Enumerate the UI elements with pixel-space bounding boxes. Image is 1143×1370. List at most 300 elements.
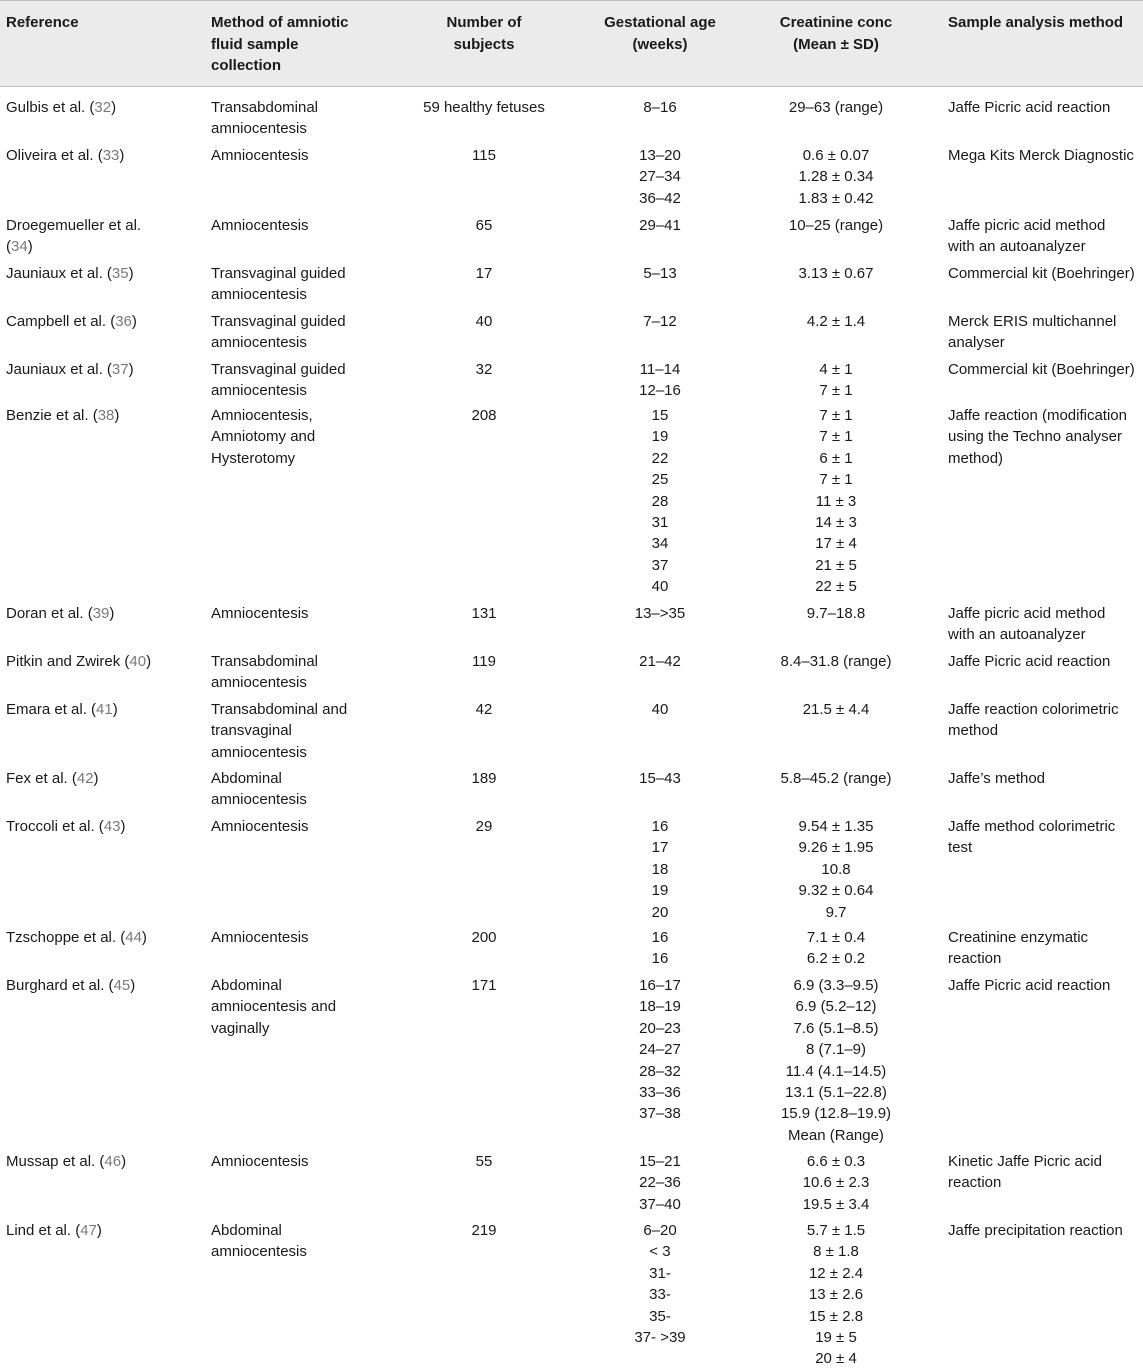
gestational-age-cell [560, 699, 760, 720]
gestational-age-cell [560, 311, 760, 332]
creatinine-text: 1.28 ± 0.34 [798, 168, 874, 186]
creatinine-text: 6 ± 1 [819, 449, 853, 467]
method-text: Transabdominal and [211, 701, 348, 718]
creatinine-text: 7 ± 1 [819, 407, 853, 424]
creatinine-text: 19.5 ± 3.4 [802, 1195, 870, 1213]
reference-line [6, 311, 201, 332]
gestational-age-text: 19 [651, 882, 669, 900]
reference-cell [6, 603, 201, 624]
reference-line [6, 816, 201, 837]
subjects-text: 40 [475, 313, 493, 330]
reference-text: ) [120, 818, 126, 835]
gestational-age-cell [560, 603, 760, 624]
analysis-text: Jaffe Picric acid reaction [948, 977, 1111, 994]
gestational-age-text: 22 [651, 449, 669, 467]
reference-line [6, 97, 201, 118]
gestational-age-cell [560, 816, 760, 923]
creatinine-cell [736, 927, 936, 970]
gestational-age-cell [560, 1151, 760, 1215]
reference-text: ) [141, 929, 147, 946]
analysis-cell [948, 768, 1143, 789]
creatinine-text: 20 ± 4 [815, 1350, 857, 1368]
reference-text: ) [114, 407, 120, 424]
gestational-age-text: 15–43 [639, 770, 681, 787]
reference-line [6, 236, 201, 257]
reference-line [6, 1151, 201, 1172]
reference-line [6, 768, 201, 789]
method-text: amniocentesis [211, 382, 307, 400]
gestational-age-text: 17 [651, 839, 669, 857]
reference-text: ) [112, 701, 118, 718]
gestational-age-cell [560, 405, 760, 598]
analysis-text: method) [948, 449, 1004, 467]
creatinine-text: 1.83 ± 0.42 [798, 189, 874, 207]
citation-link[interactable]: 36 [115, 313, 132, 330]
creatinine-cell [736, 1151, 936, 1215]
reference-cell [6, 768, 201, 789]
subjects-cell [384, 975, 584, 996]
method-text: Amniotomy and [211, 428, 316, 446]
reference-cell [6, 97, 201, 118]
reference-text: ) [121, 1153, 127, 1170]
subjects-cell [384, 405, 584, 426]
method-text: Amniocentesis [211, 147, 309, 164]
creatinine-text: 4.2 ± 1.4 [806, 313, 866, 330]
gestational-age-text: 40 [651, 578, 669, 596]
gestational-age-text: 37–40 [639, 1195, 681, 1213]
reference-line [6, 603, 201, 624]
reference-cell [6, 263, 201, 284]
reference-text: ) [111, 99, 117, 116]
method-text: amniocentesis [211, 791, 307, 809]
analysis-text: Commercial kit (Boehringer) [948, 361, 1135, 378]
reference-line [6, 1220, 201, 1241]
gestational-age-cell [560, 975, 760, 1125]
header-line: Creatinine conc [779, 14, 893, 31]
citation-link[interactable]: 34 [11, 238, 28, 256]
gestational-age-cell [560, 97, 760, 118]
citation-link[interactable]: 46 [104, 1153, 122, 1170]
header-line: Sample analysis method [948, 14, 1124, 31]
gestational-age-text: 37- >39 [634, 1329, 686, 1347]
gestational-age-text: 37–38 [639, 1105, 681, 1123]
header-line: fluid sample [211, 35, 299, 53]
subjects-cell [384, 816, 584, 837]
analysis-cell [948, 1151, 1143, 1194]
analysis-text: analyser [948, 334, 1005, 352]
reference-text: Droegemueller et al. [6, 217, 142, 234]
citation-link[interactable]: 35 [111, 265, 129, 282]
reference-cell [6, 816, 201, 837]
reference-line [6, 145, 201, 166]
subjects-cell [384, 215, 584, 236]
creatinine-text: 3.13 ± 0.67 [798, 265, 874, 282]
creatinine-text: 9.26 ± 1.95 [798, 839, 874, 857]
subjects-text: 119 [472, 653, 496, 670]
creatinine-cell [736, 263, 936, 284]
creatinine-text: 6.6 ± 0.3 [806, 1153, 866, 1170]
gestational-age-text: < 3 [649, 1243, 671, 1261]
reference-line [6, 699, 201, 720]
method-cell [211, 816, 391, 837]
gestational-age-text: 12–16 [639, 382, 681, 400]
header-line: Gestational age [604, 14, 716, 31]
gestational-age-text: 13–20 [639, 147, 681, 164]
gestational-age-text: 29–41 [639, 217, 681, 234]
method-text: Abdominal [211, 1222, 282, 1239]
gestational-age-text: 37 [651, 556, 669, 574]
method-cell [211, 97, 391, 140]
gestational-age-text: 20–23 [639, 1019, 681, 1037]
method-text: Amniocentesis [211, 929, 309, 946]
creatinine-cell [736, 768, 936, 789]
analysis-cell [948, 603, 1143, 646]
creatinine-cell [736, 603, 936, 624]
gestational-age-text: 22–36 [639, 1174, 681, 1192]
analysis-cell [948, 975, 1143, 996]
header-subjects [384, 12, 584, 55]
gestational-age-text: 18–19 [639, 998, 681, 1016]
subjects-cell [384, 603, 584, 624]
reference-cell [6, 975, 201, 996]
reference-text: Doran et al. ( [6, 605, 93, 622]
analysis-text: Jaffe Picric acid reaction [948, 653, 1111, 670]
gestational-age-cell [560, 927, 760, 970]
gestational-age-text: 35- [649, 1307, 671, 1325]
method-text: Amniocentesis, [211, 407, 313, 424]
method-text: vaginally [211, 1019, 270, 1037]
creatinine-text: 7 ± 1 [819, 382, 853, 400]
reference-cell [6, 1220, 201, 1241]
creatinine-text: 5.7 ± 1.5 [806, 1222, 866, 1239]
gestational-age-text: 15 [651, 407, 669, 424]
creatinine-cell [736, 1220, 936, 1370]
creatinine-text: 9.32 ± 0.64 [798, 882, 874, 900]
gestational-age-cell [560, 215, 760, 236]
creatinine-text: 5.8–45.2 (range) [780, 770, 892, 787]
method-cell [211, 768, 391, 811]
creatinine-text: 13 ± 2.6 [808, 1286, 864, 1304]
analysis-cell [948, 405, 1143, 469]
gestational-age-cell [560, 651, 760, 672]
method-text: Amniocentesis [211, 818, 309, 835]
gestational-age-text: 31- [649, 1264, 671, 1282]
creatinine-text: 6.9 (3.3–9.5) [793, 977, 879, 994]
gestational-age-text: 15–21 [639, 1153, 681, 1170]
reference-text: ) [93, 770, 99, 787]
citation-link[interactable]: 42 [76, 770, 94, 787]
subjects-text: 200 [471, 929, 497, 946]
reference-text: ) [128, 361, 134, 378]
creatinine-text: 22 ± 5 [815, 578, 857, 596]
method-text: Transvaginal guided [211, 265, 346, 282]
creatinine-text: 13.1 (5.1–22.8) [785, 1084, 887, 1102]
gestational-age-text: 8–16 [643, 99, 677, 116]
gestational-age-cell [560, 359, 760, 402]
creatinine-text: 29–63 (range) [788, 99, 884, 116]
creatinine-text: 7.6 (5.1–8.5) [793, 1019, 879, 1037]
analysis-cell [948, 359, 1143, 380]
citation-link[interactable]: 33 [102, 147, 120, 164]
reference-text: Fex et al. ( [6, 770, 77, 787]
method-text: amniocentesis [211, 334, 307, 352]
creatinine-cell [736, 359, 936, 402]
method-text: transvaginal [211, 722, 292, 740]
reference-text: ) [96, 1222, 102, 1239]
reference-text: ) [27, 238, 33, 256]
subjects-text: 17 [475, 265, 493, 282]
analysis-text: reaction [948, 950, 1002, 968]
subjects-cell [384, 768, 584, 789]
method-text: Amniocentesis [211, 605, 309, 622]
analysis-text: Jaffe precipitation reaction [948, 1222, 1123, 1239]
method-text: Transabdominal [211, 99, 318, 116]
method-text: Hysterotomy [211, 449, 296, 467]
header-gestational-age [560, 12, 760, 55]
method-cell [211, 1151, 391, 1172]
citation-link[interactable]: 45 [113, 977, 131, 994]
analysis-text: using the Techno analyser [948, 428, 1123, 446]
citation-link[interactable]: 44 [125, 929, 142, 946]
gestational-age-text: 11–14 [639, 361, 681, 378]
analysis-text: Jaffe reaction (modification [948, 407, 1127, 424]
subjects-cell [384, 927, 584, 948]
analysis-text: reaction [948, 1174, 1002, 1192]
citation-link[interactable]: 40 [129, 653, 147, 670]
method-cell [211, 651, 391, 694]
creatinine-text: 6.9 (5.2–12) [795, 998, 877, 1016]
citation-link[interactable]: 43 [103, 818, 121, 835]
header-line: (Mean ± SD) [793, 35, 879, 53]
reference-line [6, 927, 201, 948]
subjects-text: 55 [475, 1153, 493, 1170]
header-line: Method of amniotic [211, 14, 349, 31]
method-text: Transabdominal [211, 653, 318, 670]
analysis-cell [948, 699, 1143, 742]
subjects-text: 189 [471, 770, 497, 787]
gestational-age-text: 13–>35 [634, 605, 686, 622]
subjects-text: 59 healthy fetuses [423, 99, 545, 116]
gestational-age-text: 31 [651, 514, 669, 532]
reference-cell [6, 927, 201, 948]
header-creatinine [736, 12, 936, 55]
analysis-text: Creatinine enzymatic [948, 929, 1089, 946]
reference-text: Oliveira et al. ( [6, 147, 103, 164]
creatinine-text: 19 ± 5 [815, 1329, 857, 1347]
creatinine-text: 4 ± 1 [819, 361, 853, 378]
gestational-age-text: 28 [651, 492, 669, 510]
gestational-age-text: 6–20 [643, 1222, 677, 1239]
reference-text: Campbell et al. ( [6, 313, 116, 330]
citation-link[interactable]: 32 [94, 99, 112, 116]
creatinine-cell [736, 975, 936, 1146]
creatinine-text: 7.1 ± 0.4 [806, 929, 866, 946]
subjects-text: 29 [475, 818, 493, 835]
subjects-text: 208 [471, 407, 497, 424]
reference-cell [6, 651, 201, 672]
creatinine-text: 21.5 ± 4.4 [802, 701, 870, 718]
creatinine-text: 10–25 (range) [788, 217, 884, 234]
reference-text: ) [130, 977, 136, 994]
creatinine-text: 17 ± 4 [815, 535, 857, 553]
gestational-age-text: 16 [651, 818, 669, 835]
citation-link[interactable]: 37 [111, 361, 129, 378]
header-line: Reference [6, 14, 79, 31]
analysis-cell [948, 263, 1143, 284]
reference-text: Burghard et al. ( [6, 977, 114, 994]
header-method [211, 12, 349, 77]
analysis-cell [948, 145, 1143, 166]
creatinine-text: 7 ± 1 [819, 471, 853, 489]
subjects-text: 219 [471, 1222, 497, 1239]
subjects-cell [384, 311, 584, 332]
method-text: Abdominal [211, 770, 282, 787]
subjects-cell [384, 359, 584, 380]
subjects-cell [384, 145, 584, 166]
reference-cell [6, 359, 201, 380]
analysis-cell [948, 927, 1143, 970]
analysis-cell [948, 311, 1143, 354]
method-cell [211, 1220, 391, 1263]
gestational-age-text: 28–32 [639, 1062, 681, 1080]
creatinine-cell [736, 405, 936, 598]
method-cell [211, 927, 391, 948]
creatinine-text: 11.4 (4.1–14.5) [785, 1062, 887, 1080]
subjects-text: 65 [475, 217, 493, 234]
method-cell [211, 311, 391, 354]
creatinine-text: 6.2 ± 0.2 [806, 950, 866, 968]
gestational-age-cell [560, 768, 760, 789]
creatinine-text: Mean (Range) [788, 1126, 884, 1144]
creatinine-text: 12 ± 2.4 [808, 1264, 864, 1282]
gestational-age-text: 33- [649, 1286, 671, 1304]
gestational-age-text: 16–17 [639, 977, 681, 994]
subjects-text: 115 [472, 147, 496, 164]
subjects-text: 171 [471, 977, 497, 994]
reference-cell [6, 311, 201, 332]
reference-line [6, 359, 201, 380]
reference-cell [6, 145, 201, 166]
gestational-age-text: 7–12 [643, 313, 677, 330]
citation-link[interactable]: 47 [80, 1222, 97, 1239]
reference-text: ) [109, 605, 115, 622]
creatinine-text: 9.7–18.8 [806, 605, 866, 622]
creatinine-text: 0.6 ± 0.07 [802, 147, 870, 164]
reference-cell [6, 405, 201, 426]
analysis-cell [948, 215, 1143, 258]
reference-text: ) [146, 653, 152, 670]
reference-cell [6, 699, 201, 720]
creatinine-text: 14 ± 3 [815, 514, 857, 532]
reference-text: Gulbis et al. ( [6, 99, 95, 116]
reference-text: ) [128, 265, 134, 282]
analysis-text: Jaffe Picric acid reaction [948, 99, 1111, 116]
creatinine-text: 7 ± 1 [819, 428, 853, 446]
method-text: Abdominal [211, 977, 282, 994]
method-text: amniocentesis [211, 674, 307, 692]
reference-text: Mussap et al. ( [6, 1153, 105, 1170]
creatinine-text: 11 ± 3 [815, 492, 857, 510]
creatinine-text: 8 ± 1.8 [813, 1243, 859, 1261]
header-line: subjects [453, 35, 515, 53]
header-line: collection [211, 57, 282, 74]
creatinine-text: 8.4–31.8 (range) [780, 653, 892, 670]
analysis-text: Commercial kit (Boehringer) [948, 265, 1135, 282]
reference-line [6, 975, 201, 996]
analysis-text: Merck ERIS multichannel [948, 313, 1117, 330]
analysis-text: method [948, 722, 999, 740]
reference-text: Jauniaux et al. ( [6, 361, 112, 378]
gestational-age-cell [560, 1220, 760, 1348]
subjects-cell [384, 1151, 584, 1172]
gestational-age-cell [560, 263, 760, 284]
header-analysis [948, 12, 1123, 34]
method-text: Amniocentesis [211, 1153, 309, 1170]
analysis-text: Jaffe method colorimetric [948, 818, 1116, 835]
method-text: Transvaginal guided [211, 313, 346, 330]
reference-line [6, 405, 201, 426]
method-cell [211, 603, 391, 624]
gestational-age-text: 25 [651, 471, 669, 489]
reference-text: Lind et al. ( [6, 1222, 81, 1239]
reference-text: Benzie et al. ( [6, 407, 98, 424]
method-cell [211, 405, 391, 469]
reference-text: ) [131, 313, 137, 330]
table-header [0, 0, 1143, 87]
gestational-age-text: 20 [651, 903, 669, 921]
creatinine-text: 8 (7.1–9) [805, 1041, 867, 1059]
analysis-cell [948, 651, 1143, 672]
analysis-text: Jaffe picric acid method [948, 217, 1106, 234]
reference-line [6, 263, 201, 284]
citation-link[interactable]: 38 [97, 407, 115, 424]
method-text: amniocentesis [211, 1243, 307, 1261]
method-text: amniocentesis [211, 120, 307, 138]
header-line: Number of [446, 14, 522, 31]
subjects-cell [384, 1220, 584, 1241]
method-text: amniocentesis [211, 286, 307, 304]
reference-text: Pitkin and Zwirek ( [6, 653, 130, 670]
citation-link[interactable]: 39 [92, 605, 110, 622]
creatinine-text: 10.8 [821, 860, 851, 878]
analysis-text: Mega Kits Merck Diagnostic [948, 147, 1134, 164]
creatinine-cell [736, 215, 936, 236]
gestational-age-text: 27–34 [639, 168, 681, 186]
creatinine-text: 21 ± 5 [815, 556, 857, 574]
gestational-age-text: 40 [651, 701, 669, 718]
method-cell [211, 215, 391, 236]
creatinine-cell [736, 816, 936, 923]
creatinine-cell [736, 651, 936, 672]
gestational-age-text: 21–42 [639, 653, 681, 670]
reference-text: Emara et al. ( [6, 701, 97, 718]
subjects-cell [384, 97, 584, 118]
reference-line [6, 651, 201, 672]
subjects-cell [384, 699, 584, 720]
subjects-text: 42 [475, 701, 493, 718]
gestational-age-text: 36–42 [639, 189, 681, 207]
analysis-text: Jaffe picric acid method [948, 605, 1106, 622]
method-text: amniocentesis [211, 743, 307, 761]
subjects-text: 131 [471, 605, 497, 622]
analysis-cell [948, 816, 1143, 859]
creatinine-text: 10.6 ± 2.3 [802, 1174, 870, 1192]
gestational-age-text: 16 [651, 950, 669, 968]
citation-link[interactable]: 41 [96, 701, 113, 718]
creatinine-cell [736, 311, 936, 332]
method-text: amniocentesis and [211, 998, 337, 1016]
analysis-text: test [948, 839, 973, 857]
